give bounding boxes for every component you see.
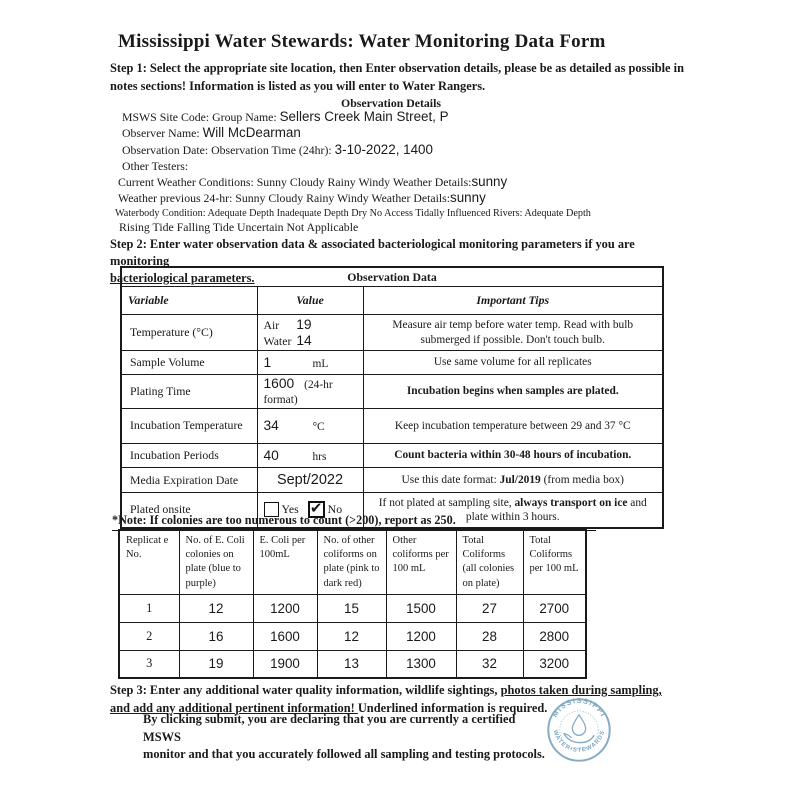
media-tip-post: (from media box): [540, 473, 624, 486]
replicate-data-field[interactable]: 19: [179, 650, 253, 678]
row-sample-volume: [121, 351, 663, 375]
replicate-data-field[interactable]: 12: [317, 622, 386, 650]
step3-line1-pre: Step 3: Enter any additional water quality information, wildlife sightings,: [110, 683, 501, 697]
replicate-data-field[interactable]: 27: [456, 594, 523, 622]
observer-name-field[interactable]: Will McDearman: [202, 125, 301, 141]
previous-weather-label: Weather previous 24-hr: Sunny Cloudy Rainy Windy Weather Details:: [118, 191, 451, 206]
replicate-data-field[interactable]: 1900: [253, 650, 317, 678]
observation-table-header-row: [121, 287, 663, 315]
replicate-data-field[interactable]: 3200: [523, 650, 586, 678]
page-title: Mississippi Water Stewards: Water Monitoring Data Form: [118, 31, 606, 52]
air-temp-field[interactable]: 19: [296, 316, 312, 332]
date-time-field[interactable]: 3-10-2022, 1400: [334, 141, 433, 157]
checkmark-icon: ✔: [309, 499, 323, 518]
logo-arc-top-text: MISSISSIPPI: [549, 697, 609, 719]
declaration-line2: monitor and that you accurately followed all sampling and testing protocols.: [143, 747, 545, 762]
replicate-data-field[interactable]: 15: [317, 594, 386, 622]
temperature-value-cell: [257, 315, 363, 351]
replicate-data-field[interactable]: 2800: [523, 622, 586, 650]
replicate-header-cell: Total Coliforms per 100 mL: [523, 530, 586, 594]
row-incubation-periods: [121, 444, 663, 468]
incubation-periods-field[interactable]: 40: [263, 447, 279, 463]
step2-line1: Step 2: Enter water observation data & associated bacteriological monitoring parameters if you are monitoring: [110, 237, 635, 269]
media-tip-bold: Jul/2019: [499, 473, 541, 486]
sample-volume-field[interactable]: 1: [263, 354, 272, 370]
replicate-table: [118, 529, 587, 679]
media-expiration-field[interactable]: Sept/2022: [257, 468, 363, 493]
previous-weather-field[interactable]: sunny: [450, 190, 486, 206]
plating-time-variable: Plating Time: [121, 375, 257, 409]
incubation-periods-variable: Incubation Periods: [121, 444, 257, 468]
observation-table-title-row: [121, 267, 663, 287]
current-weather-line: [115, 174, 591, 190]
current-weather-label: Current Weather Conditions: Sunny Cloudy Rainy Windy Weather Details:: [118, 175, 472, 190]
sample-volume-variable: Sample Volume: [121, 351, 257, 375]
previous-weather-line: [115, 190, 591, 206]
observer-line: [115, 125, 591, 141]
temperature-variable: Temperature (°C): [121, 315, 257, 351]
date-time-label: Observation Date: Observation Time (24hr):: [122, 142, 332, 157]
incubation-temperature-variable: Incubation Temperature: [121, 409, 257, 444]
sample-volume-unit: mL: [312, 357, 329, 370]
site-code-line: [115, 109, 591, 125]
plating-time-field[interactable]: 1600: [263, 376, 295, 391]
replicate-row-2: [119, 622, 586, 650]
incubation-periods-value-cell: [257, 444, 363, 468]
step3-line2-underlined: and add any additional pertinent information!: [110, 700, 358, 715]
replicate-header-cell: No. of E. Coli colonies on plate (blue to purple): [179, 530, 253, 594]
replicate-row-1: [119, 594, 586, 622]
plating-time-unit: (24-hr format): [263, 379, 333, 406]
replicate-header-cell: Total Coliforms (all colonies on plate): [456, 530, 523, 594]
plated-onsite-variable: Plated onsite: [121, 493, 257, 528]
observation-details-heading: Observation Details: [341, 96, 441, 110]
replicate-data-field[interactable]: 28: [456, 622, 523, 650]
replicate-data-field[interactable]: 1600: [253, 622, 317, 650]
replicate-data-field[interactable]: 13: [317, 650, 386, 678]
submit-declaration: [143, 711, 548, 764]
media-expiration-tip: [363, 468, 663, 493]
incubation-temperature-tip: Keep incubation temperature between 29 and 37 °C: [363, 409, 663, 444]
date-time-line: [115, 142, 591, 158]
replicate-number: 1: [119, 594, 179, 622]
water-drop-icon: [572, 715, 585, 735]
no-label: No: [327, 502, 343, 517]
incubation-temperature-value-cell: [257, 409, 363, 444]
observation-data-table: [120, 266, 664, 529]
current-weather-field[interactable]: sunny: [471, 174, 508, 190]
row-media-expiration: [121, 468, 663, 493]
row-incubation-temperature: [121, 409, 663, 444]
observation-table-title: Observation Data: [121, 267, 663, 287]
plated-tip-post: and plate within 3 hours.: [465, 496, 647, 523]
step2-underlined: bacteriological parameters.: [110, 271, 255, 286]
observation-details-section: [115, 109, 591, 234]
step1-line2: notes sections! Information is listed as you will enter to Water Rangers.: [110, 78, 486, 93]
step3-line2-post: Underlined information is required.: [357, 700, 548, 715]
replicate-data-field[interactable]: 1300: [386, 650, 456, 678]
replicate-data-field[interactable]: 16: [179, 622, 253, 650]
media-tip-pre: Use this date format:: [401, 473, 500, 486]
replicate-data-field[interactable]: 2700: [523, 594, 586, 622]
waterbody-condition-line: Waterbody Condition: Adequate Depth Inadequate Depth Dry No Access Tidally Influenced Rivers: Adequate Depth: [115, 207, 591, 219]
colony-count-note: *Note: If colonies are too numerous to count (>200), report as 250.: [112, 513, 596, 531]
water-temp-field[interactable]: 14: [296, 332, 312, 348]
other-testers-line: [115, 158, 591, 174]
replicate-data-field[interactable]: 32: [456, 650, 523, 678]
plated-tip-bold: always transport on ice: [514, 496, 628, 509]
water-label: Water: [263, 333, 292, 348]
sample-volume-tip: Use same volume for all replicates: [363, 351, 663, 375]
row-temperature: [121, 315, 663, 351]
replicate-row-3: [119, 650, 586, 678]
incubation-temperature-field[interactable]: 34: [263, 418, 279, 433]
media-expiration-variable: Media Expiration Date: [121, 468, 257, 493]
plating-time-value-cell: [257, 375, 363, 409]
replicate-number: 2: [119, 622, 179, 650]
replicate-header-cell: E. Coli per 100mL: [253, 530, 317, 594]
header-important-tips: Important Tips: [363, 287, 663, 315]
header-variable: Variable: [121, 287, 257, 315]
incubation-periods-tip: Count bacteria within 30-48 hours of incubation.: [363, 444, 663, 468]
plating-time-tip: Incubation begins when samples are plated.: [363, 375, 663, 409]
sample-volume-value-cell: [257, 351, 363, 375]
replicate-header-cell: No. of other coliforms on plate (pink to dark red): [317, 530, 386, 594]
site-code-field[interactable]: Sellers Creek Main Street, P: [279, 109, 449, 124]
air-label: Air: [263, 317, 280, 332]
plated-tip-pre: If not plated at sampling site,: [378, 496, 515, 509]
incubation-periods-unit: hrs: [312, 450, 327, 463]
replicate-header-cell: Replicat e No.: [119, 530, 179, 594]
tide-options-line: Rising Tide Falling Tide Uncertain Not Applicable: [119, 220, 359, 235]
yes-label: Yes: [281, 502, 299, 517]
replicate-data-field[interactable]: 1500: [386, 594, 456, 622]
temperature-tip: Measure air temp before water temp. Read with bulb submerged if possible. Don't touch bulb.: [363, 315, 663, 351]
incubation-temperature-unit: °C: [312, 421, 325, 433]
step1-line1: Step 1: Select the appropriate site location, then Enter observation details, please be as detailed as possible in: [110, 61, 684, 75]
replicate-data-field[interactable]: 1200: [386, 622, 456, 650]
other-testers-label: Other Testers:: [122, 158, 189, 173]
declaration-line1: By clicking submit, you are declaring that you are currently a certified MSWS: [143, 712, 516, 744]
replicate-number: 3: [119, 650, 179, 678]
replicate-data-field[interactable]: 1200: [253, 594, 317, 622]
observer-label: Observer Name:: [122, 126, 200, 141]
row-plating-time: [121, 375, 663, 409]
replicate-data-field[interactable]: 12: [179, 594, 253, 622]
msws-stamp-logo: [546, 697, 612, 763]
step1-instructions: [110, 60, 700, 95]
replicate-header-row: [119, 530, 586, 594]
site-code-label: MSWS Site Code: Group Name:: [122, 110, 277, 124]
header-value: Value: [257, 287, 363, 315]
replicate-header-cell: Other coliforms per 100 mL: [386, 530, 456, 594]
step3-line1-underlined: photos taken during sampling,: [500, 683, 662, 697]
logo-arc-bottom-text: WATER•STEWARDS: [551, 729, 607, 754]
